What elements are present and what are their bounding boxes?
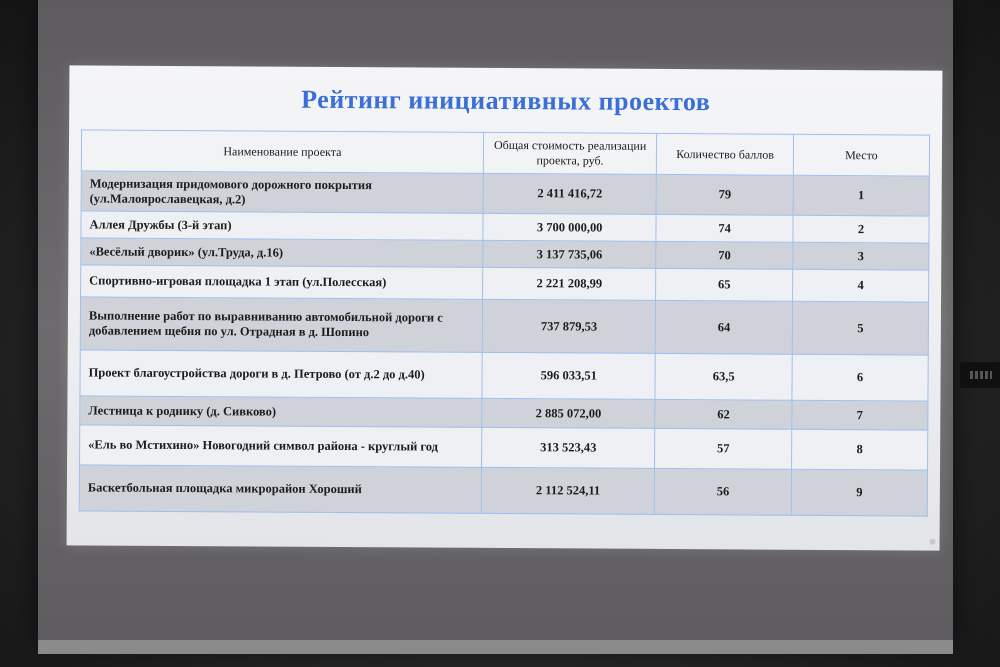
cost-cell: 2 221 208,99 — [483, 267, 657, 300]
place-cell: 9 — [791, 469, 927, 516]
cost-cell: 2 411 416,72 — [483, 173, 657, 214]
score-cell: 63,5 — [655, 353, 792, 400]
score-cell: 57 — [655, 428, 792, 469]
screen-bottom-edge — [38, 640, 953, 654]
cost-cell: 3 137 735,06 — [483, 240, 657, 268]
table-row — [80, 425, 928, 470]
cost-cell: 596 033,51 — [482, 352, 656, 399]
header-project-name: Наименование проекта — [81, 130, 483, 173]
project-name-cell: Аллея Дружбы (3-й этап) — [81, 211, 483, 240]
place-cell: 8 — [792, 429, 928, 470]
project-name-cell: Лестница к роднику (д. Сивково) — [80, 396, 482, 427]
score-cell: 64 — [656, 300, 793, 354]
project-name-cell: Выполнение работ по выравниванию автомобильной дороги с добавлением щебня по ул. Отрадная в д. Шопино — [80, 297, 482, 352]
cost-cell: 2 885 072,00 — [482, 398, 656, 428]
place-cell: 7 — [792, 400, 928, 430]
project-name-cell: Спортивно-игровая площадка 1 этап (ул.Полесская) — [81, 265, 483, 299]
header-place: Место — [793, 134, 929, 176]
place-cell: 6 — [792, 354, 928, 401]
place-cell: 1 — [793, 175, 929, 216]
table-row — [80, 350, 928, 401]
table-header-row — [81, 130, 929, 176]
header-total-cost: Общая стоимость реализации проекта, руб. — [483, 132, 657, 174]
rating-table — [79, 129, 930, 516]
cost-cell: 2 112 524,11 — [481, 467, 655, 514]
score-cell: 70 — [656, 241, 793, 269]
project-name-cell: «Ель во Мстихино» Новогодний символ района - круглый год — [80, 425, 482, 467]
score-cell: 79 — [656, 174, 793, 215]
place-cell: 5 — [792, 301, 928, 355]
header-score: Количество баллов — [657, 133, 794, 175]
project-name-cell: «Весёлый дворик» (ул.Труда, д.16) — [81, 238, 483, 267]
place-cell: 2 — [793, 215, 929, 243]
project-name-cell: Проект благоустройства дороги в д. Петрово (от д.2 до д.40) — [80, 350, 482, 398]
cost-cell: 737 879,53 — [482, 299, 656, 353]
table-row — [79, 465, 927, 516]
table-row — [81, 265, 929, 302]
place-cell: 4 — [793, 269, 929, 302]
slide-title: Рейтинг инициативных проектов — [301, 84, 711, 117]
place-cell: 3 — [793, 242, 929, 270]
score-cell: 74 — [656, 214, 793, 242]
table-row — [80, 297, 928, 355]
slide-corner-dot — [930, 539, 936, 545]
score-cell: 62 — [655, 399, 792, 429]
score-cell: 56 — [655, 468, 792, 515]
score-cell: 65 — [656, 268, 793, 301]
project-name-cell: Баскетбольная площадка микрорайон Хороший — [79, 465, 481, 513]
presentation-slide — [67, 65, 943, 550]
cost-cell: 313 523,43 — [481, 427, 655, 468]
cost-cell: 3 700 000,00 — [483, 213, 657, 241]
table-row — [81, 171, 929, 216]
project-name-cell: Модернизация придомового дорожного покрытия (ул.Малоярославецкая, д.2) — [81, 171, 483, 213]
wall-device — [960, 362, 1000, 388]
